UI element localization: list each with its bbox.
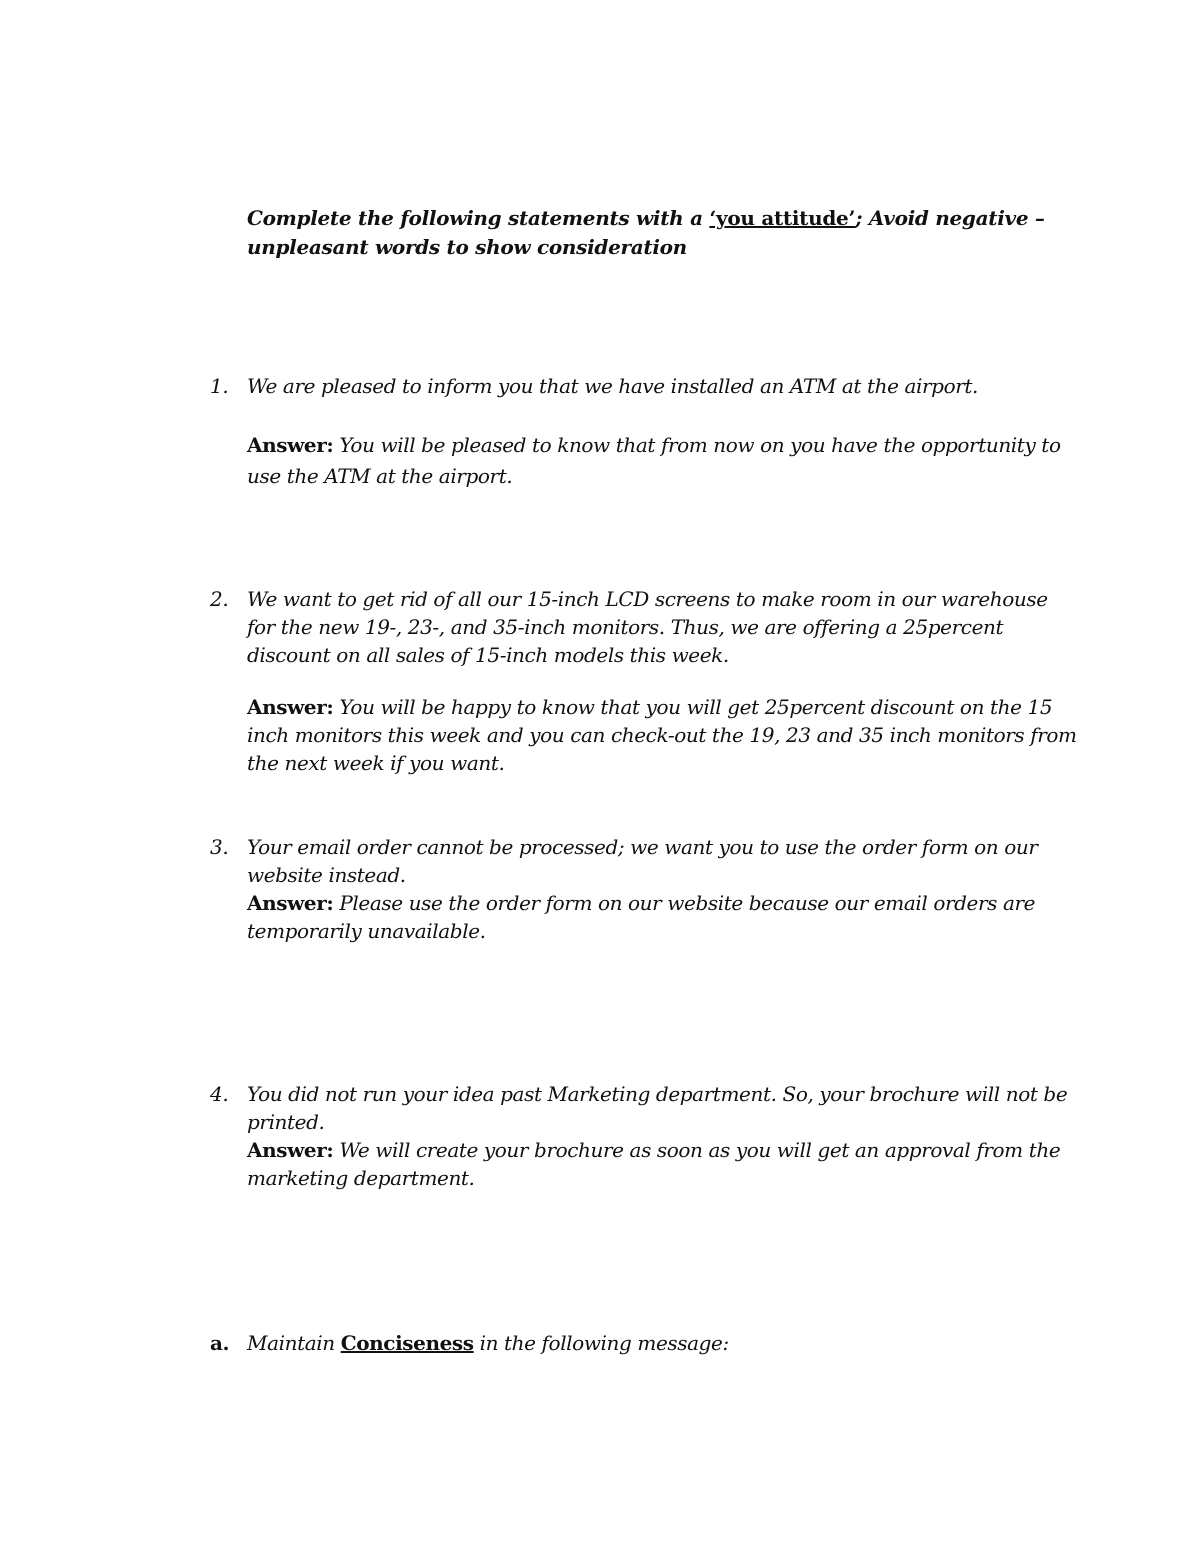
- answer-paragraph: [247, 430, 1077, 492]
- answer-label: Answer:: [247, 695, 334, 719]
- answer-paragraph: [247, 693, 1077, 777]
- question-text: Your email order cannot be processed; we want you to use the order form on our website instead.: [247, 835, 1038, 887]
- list-marker: 3.: [210, 835, 229, 859]
- answer-label: Answer:: [247, 433, 334, 457]
- question-text: We want to get rid of all our 15-inch LCD screens to make room in our warehouse for the new 19-, 23-, and 35-inch monitors. Thus, we are offering a 25percent discount on all sales of 15-inch models this week.: [247, 587, 1048, 667]
- list-item-1: [210, 372, 1077, 492]
- answer-label: Answer:: [247, 1138, 334, 1162]
- heading-text-part1: Complete the following statements with a: [247, 206, 710, 230]
- answer-text: We will create your brochure as soon as you will get an approval from the marketing department.: [247, 1138, 1061, 1190]
- question-text: We are pleased to inform you that we have installed an ATM at the airport.: [247, 374, 978, 398]
- list-marker: 4.: [210, 1082, 229, 1106]
- answer-text: You will be pleased to know that from now on you have the opportunity to use the ATM at the airport.: [247, 433, 1061, 488]
- section-a: [210, 1329, 1077, 1357]
- answer-text: Please use the order form on our website because our email orders are temporarily unavailable.: [247, 891, 1036, 943]
- instructions-heading: [247, 204, 1087, 262]
- answer-label: Answer:: [247, 891, 334, 915]
- answer-text: You will be happy to know that you will get 25percent discount on the 15 inch monitors this week and you can check-out the 19, 23 and 35 inch monitors from the next week if you want.: [247, 695, 1077, 775]
- list-marker: 2.: [210, 587, 229, 611]
- section-a-text-part2: in the following message:: [473, 1331, 729, 1355]
- section-marker: a.: [210, 1331, 230, 1355]
- heading-text-part2: ; Avoid negative – unpleasant words to show consideration: [247, 206, 1045, 259]
- list-item-2: [210, 585, 1077, 777]
- section-a-underlined-term: Conciseness: [340, 1331, 474, 1355]
- list-item-4: [210, 1080, 1077, 1192]
- list-item-3: [210, 833, 1077, 945]
- heading-underlined-term: ‘you attitude’: [709, 206, 856, 230]
- question-text: You did not run your idea past Marketing department. So, your brochure will not be printed.: [247, 1082, 1068, 1134]
- answer-paragraph: [247, 1136, 1077, 1192]
- list-marker: 1.: [210, 374, 229, 398]
- section-a-instruction: [247, 1329, 1077, 1357]
- answer-paragraph: [247, 889, 1077, 945]
- section-a-text-part1: Maintain: [247, 1331, 341, 1355]
